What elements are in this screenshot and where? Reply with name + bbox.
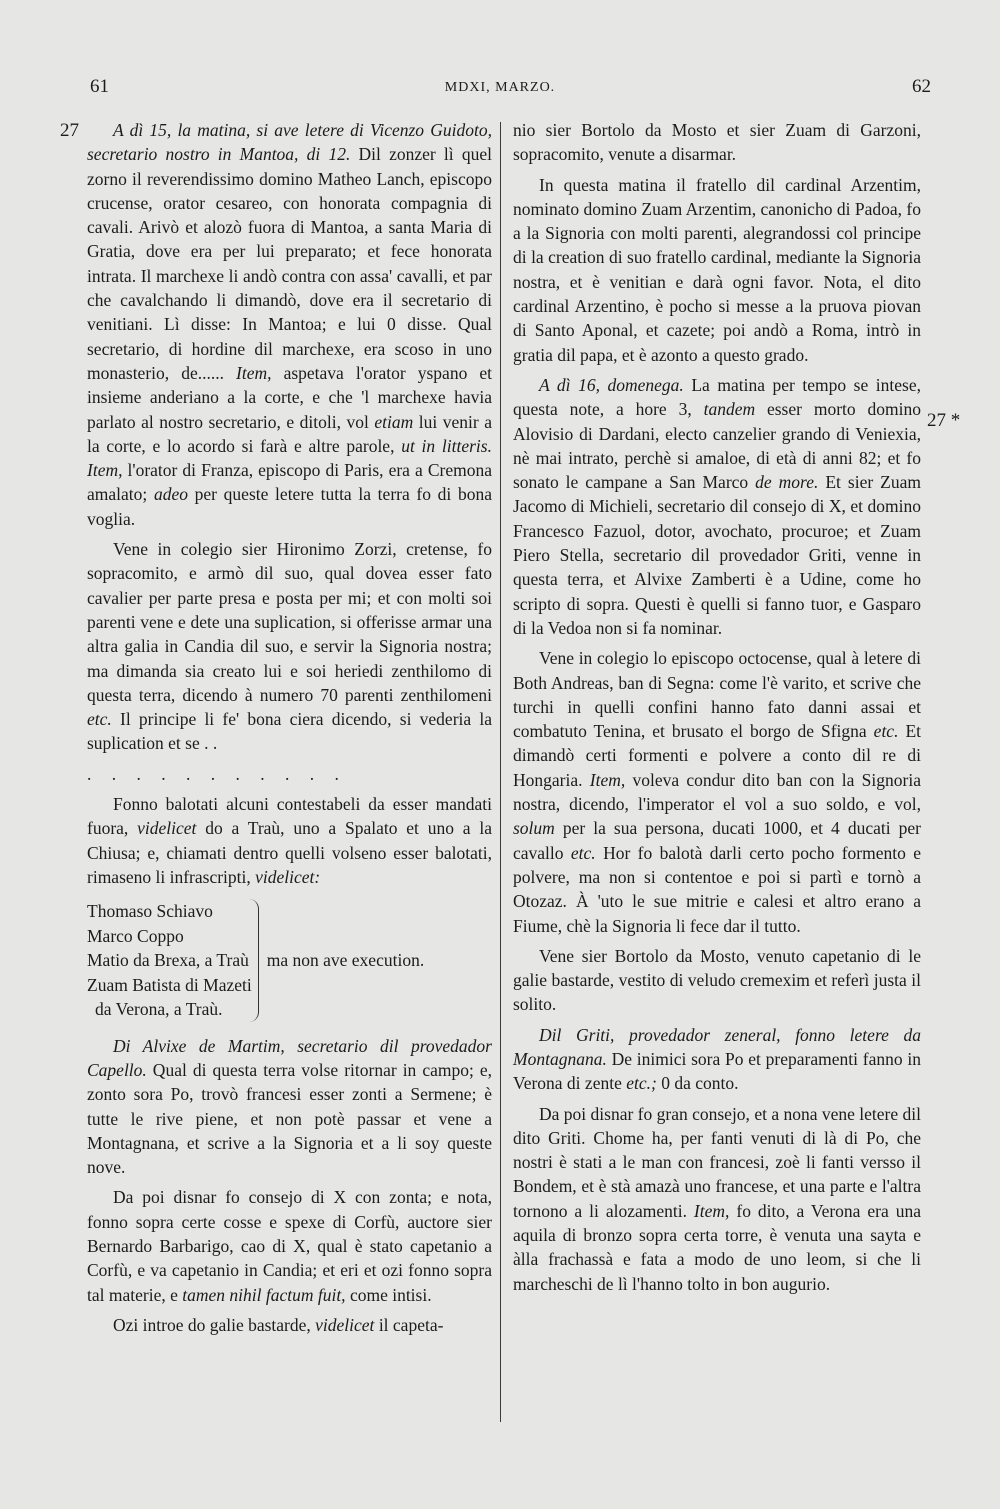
text-italic: videlicet (137, 818, 197, 839)
text: Ozi introe do galie bastarde, (113, 1314, 316, 1335)
list-item: Marco Coppo (87, 925, 184, 946)
text: La matina per tempo se intese, questa note, a hore 3, (513, 374, 921, 420)
list-item: Zuam Batista di Mazeti (87, 974, 252, 995)
page-header (0, 76, 1000, 102)
text-italic: Item, (236, 362, 272, 383)
text: Qual di questa terra volse ritornar in campo; e, zonto sora Po, trovò francesi esser zonti a Sermene; è tutte le rive piene, et non potè passar et vene a Montagnana, et scrive a la Signoria et a li soy queste nove. (87, 1060, 492, 1178)
paragraph (87, 118, 492, 531)
names-bracket (87, 899, 259, 1022)
text-italic: tamen nihil factum fuit, (182, 1284, 346, 1305)
running-title: MDXI, MARZO. (444, 80, 556, 95)
text: per queste letere tutta la terra fo di bona voglia. (87, 484, 492, 529)
text: l'orator di Franza, episcopo di Paris, era a Cremona amalato; (87, 460, 492, 505)
text: lui venir a la corte, e lo acordo si farà e altre parole, (87, 411, 492, 456)
text-italic: videlicet (315, 1314, 375, 1335)
text-italic: etc. (873, 721, 899, 742)
text-italic: etc. (570, 842, 596, 863)
paragraph (513, 1102, 921, 1296)
text: Da poi disnar fo gran consejo, et a nona vene letere dil dito Griti. Chome ha, per fanti venuti di là di Po, che nostri è stati a le man con francesi, zoè li fanti versso il Bondem, et è stà amazà uno francese, et una parte e l'altra tornono a li alozamenti. (513, 1103, 921, 1221)
text-italic: Item, (589, 769, 626, 790)
paragraph (87, 537, 492, 756)
text-italic: etc.; (626, 1073, 657, 1094)
paragraph (87, 1185, 492, 1306)
text-italic: de more. (755, 472, 819, 493)
left-column (87, 118, 492, 1343)
text: 0 da conto. (656, 1073, 739, 1094)
text: Vene in colegio lo episcopo octocense, qual à letere di Both Andreas, ban di Segna: come l'è varito, et scrive che turchi in quelli confini hanno fato danni assai et combatuto Tenina, et brusato el borgo de Sfigna (513, 648, 921, 742)
paragraph (513, 646, 921, 938)
names-list (87, 899, 492, 1022)
page-number-left: 61 (90, 76, 109, 97)
paragraph-heading: A dì 15, la matina, si ave letere di Vicenzo Guidoto, secretario nostro in Mantoa, di 12. (87, 120, 492, 165)
ellipsis-line: . . . . . . . . . . . (87, 763, 347, 784)
text: Et dimandò certi formenti e polvere a conto dil re di Hongaria. (513, 721, 921, 790)
paragraph-heading: Dil Griti, provedador zeneral, fonno letere da Montagnana. (513, 1024, 921, 1069)
text: come intisi. (345, 1284, 432, 1305)
text: Et sier Zuam Jacomo di Michieli, secretario dil consejo di X, et domino Francesco Fazuol, dotor, avochato, procuroe; et Zuam Piero Stella, secretario dil provedador Griti, venne in questa terra, et Alvixe Zamberti è a Udine, come ho scripto di sopra. Questi è quelli si fanno tuor, e Gasparo di la Vedoa non si fa nominar. (513, 472, 921, 638)
text: per la sua persona, ducati 1000, et 4 ducati per cavallo (513, 818, 921, 863)
text: il capeta- (374, 1314, 444, 1335)
text: In questa matina il fratello dil cardinal Arzentim, nominato domino Zuam Arzentim, canonicho di Padoa, fo a la Signoria con molti parenti, alegrandossi col principe di la creation di suo fratello cardinal, mediante la Signoria nostra, et è venitian e darà ogni favor. Nota, el dito cardinal Arzentino, è pocho si messe a la pruova piovan di Santo Aponal, et cazete; poi andò a Roma, intrò in gratia dil papa, et è azonto a questo grado. (513, 174, 921, 365)
text-italic: adeo (153, 484, 188, 505)
text: voleva condur dito ban con la Signoria nostra, dicendo, l'imperator el vol a suo soldo, e vol, (513, 769, 921, 815)
margin-note-right: 27 * (927, 410, 961, 431)
text-italic: tandem (703, 399, 756, 420)
paragraph (513, 944, 921, 1017)
paragraph (513, 173, 921, 367)
paragraph (513, 373, 921, 640)
paragraph-heading: A dì 16, domenega. (539, 374, 684, 395)
margin-note-left: 27 (60, 120, 79, 141)
text: De inimici sora Po et preparamenti fanno in Verona di zente (513, 1048, 921, 1094)
text-italic: solum (513, 818, 555, 839)
text: do a Traù, uno a Spalato et uno a la Chiusa; e, chiamati dentro quelli volseno esser balotati, rimaseno li infrascripti, (87, 818, 492, 887)
text: aspetava l'orator yspano et insieme anderiano a la corte, e che 'l marchexe havia parlato al nostro secretario, e ditoli, vol (87, 362, 493, 432)
text-italic: Item, (693, 1200, 730, 1221)
text-italic: etc. (87, 709, 112, 730)
right-column (513, 118, 921, 1302)
paragraph (87, 1034, 492, 1180)
list-item: Matio da Brexa, a Traù (87, 950, 249, 971)
list-note: ma non ave execution. (266, 950, 425, 971)
text: Da poi disnar fo consejo di X con zonta; e nota, fonno sopra certe cosse e spexe di Corfù, auctore sier Bernardo Barbarigo, cao di X, qual è stato capetanio a Corfù, e va capetanio in Candia; et eri et ozi fonno sopra tal materie, e (87, 1187, 492, 1305)
text-italic: ut in litteris. (401, 435, 492, 456)
paragraph (513, 118, 921, 167)
text: Fonno balotati alcuni contestabeli da esser mandati fuora, (87, 794, 492, 839)
text-italic: Item, (87, 460, 123, 481)
list-item: da Verona, a Traù. (95, 999, 223, 1020)
text: Vene in colegio sier Hironimo Zorzi, cretense, fo sopracomito, e armò dil suo, qual dovea esser fato cavalier per parte presa e posta per mi; et con molti soi parenti vene e dete una suplication, si offerisse armar una altra galia in Candia dil suo, e servir la Signoria nostra; ma dimanda sia creato lui e soi heriedi zenthilomo di questa terra, dicendo à numero 70 parenti zenthilomeni (87, 539, 492, 705)
text: Dil zonzer lì quel zorno il reverendissimo domino Matheo Lanch, episcopo crucense, orator cesareo, con honorata compagnia di cavali. Arivò et alozò fuora di Mantoa, a santa Maria di Gratia, dove era per lui preparato; et fece honorata intrata. Il marchexe li andò contra con assa' cavalli, et par che cavalchando li dimandò, dove era il secretario di venitiani. Lì disse: In Mantoa; e lui 0 disse. Qual secretario, di hordine dil marchexe, era scoso in uno monasterio, de...... (87, 144, 492, 383)
paragraph (87, 792, 492, 889)
text: nio sier Bortolo da Mosto et sier Zuam di Garzoni, sopracomito, venute a disarmar. (513, 120, 921, 165)
text: esser morto domino Alovisio di Dardani, electo canzelier grando di Veniexia, nè mai intrato, perchè si amaloe, di età di anni 82; et fo sonato le campane a San Marco (513, 399, 921, 493)
text-italic: etiam (374, 411, 414, 432)
text-italic: videlicet: (255, 866, 321, 887)
paragraph (513, 1023, 921, 1096)
text: fo dito, a Verona era una aquila di bronzo sopra certa torre, è venuta una sayta e àlla frachassà e fata a modo de uno leom, si che li marcheschi de lì l'hanno tolto in bon augurio. (513, 1200, 921, 1294)
paragraph-heading: Di Alvixe de Martim, secretario dil provedador Capello. (87, 1035, 492, 1080)
list-item: Thomaso Schiavo (87, 901, 213, 922)
text: Il principe li fe' bona ciera dicendo, si vederia la suplication et se . . (87, 709, 492, 754)
text: Hor fo balotà darli certo pocho formento e polvere, ma non si contentoe e poi si partì e tornò a Otozaz. À 'uto le sue mitrie e calesi et altro erano a Fiume, chè la Signoria li fece dar il tutto. (513, 842, 921, 936)
column-divider (500, 122, 501, 1422)
text: Vene sier Bortolo da Mosto, venuto capetanio di le galie bastarde, vestito di veludo cremexim et referì justa il solito. (513, 945, 921, 1015)
page-number-right: 62 (912, 76, 931, 97)
paragraph (87, 1313, 492, 1337)
